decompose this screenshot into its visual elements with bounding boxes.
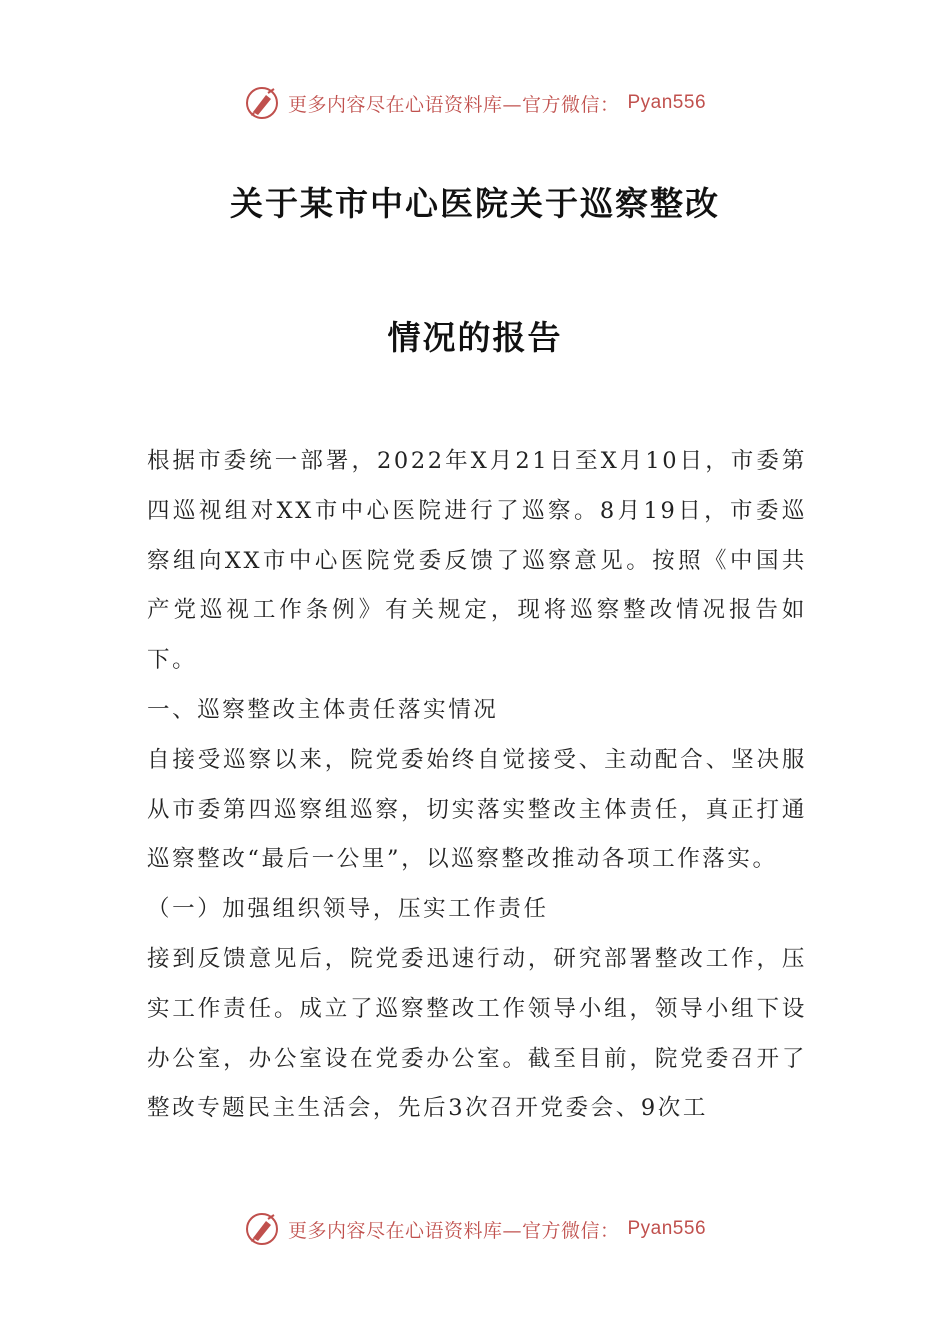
section-heading-1: 一、巡察整改主体责任落实情况: [147, 696, 499, 723]
document-title-line-2: 情况的报告: [387, 318, 563, 357]
paragraph-section-1: 自接受巡察以来，院党委始终自觉接受、主动配合、坚决服从市委第四巡察组巡察，切实落实整改主体责任，真正打通巡察整改“最后一公里”，以巡察整改推动各项工作落实。: [147, 746, 807, 873]
pen-nib-logo-icon: [244, 1211, 280, 1247]
watermark-handle: Pyan556: [627, 1218, 707, 1239]
paragraph-intro: 根据市委统一部署，2022年X月21日至X月10日，市委第四巡视组对XX市中心医院进行了巡察。8月19日，市委巡察组向XX市中心医院党委反馈了巡察意见。按照《中国共产党巡视工作条例》有关规定，现将巡察整改情况报告如下。: [147, 448, 807, 674]
subsection-heading-1: （一）加强组织领导，压实工作责任: [147, 896, 549, 923]
document-body: [147, 437, 807, 1134]
pen-nib-logo-icon: [244, 85, 280, 121]
paragraph-subsection-1: 接到反馈意见后，院党委迅速行动，研究部署整改工作，压实工作责任。成立了巡察整改工作领导小组，领导小组下设办公室，办公室设在党委办公室。截至目前，院党委召开了整改专题民主生活会，先后3次召开党委会、9次工: [147, 945, 807, 1122]
footer-watermark: [0, 1211, 950, 1247]
watermark-text: 更多内容尽在心语资料库—官方微信：: [287, 1219, 620, 1242]
watermark-handle: Pyan556: [627, 92, 707, 113]
watermark-text: 更多内容尽在心语资料库—官方微信：: [287, 93, 620, 116]
document-title-line-1: 关于某市中心医院关于巡察整改: [230, 184, 720, 223]
header-watermark: [0, 85, 950, 121]
